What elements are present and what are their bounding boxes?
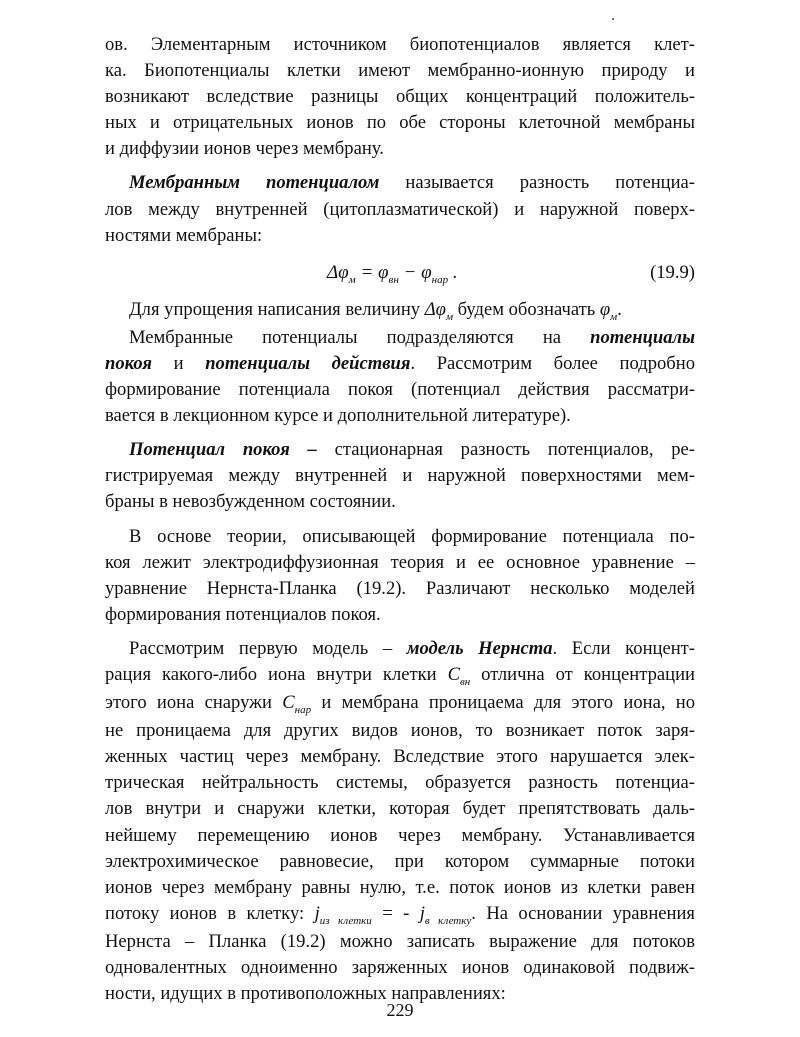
text-run: . Если концент- <box>552 637 695 659</box>
text-line <box>105 351 695 377</box>
text-line <box>105 437 695 463</box>
theory-paragraph <box>105 524 695 628</box>
text-run: Мембранные потенциалы подразделяются на <box>129 326 591 348</box>
var-c: C <box>447 663 460 685</box>
text-run: . Рассмотрим более подробно <box>410 352 696 374</box>
var-sub: из клетки <box>319 914 372 927</box>
eq-sub-in: вн <box>388 273 399 286</box>
text-line <box>105 901 695 929</box>
text-line: коя лежит электродиффузионная теория и ее основное уравнение – <box>105 551 695 573</box>
text-run: и <box>151 352 206 374</box>
term-resting-potential: Потенциал покоя – <box>129 439 317 461</box>
text-line <box>105 636 695 662</box>
equation-row <box>105 249 695 297</box>
text-line: ностями мембраны: <box>105 224 263 246</box>
var-delta-phi: Δφ <box>424 298 446 320</box>
simplify-paragraph <box>105 297 695 325</box>
text-line: ов. Элементарным источником биопотенциалов является клет- <box>105 34 695 55</box>
text-run: . На основании уравнения <box>471 902 695 924</box>
var-sub: м <box>445 310 453 323</box>
text-line: гистрируемая между внутренней и наружной поверхностями мем- <box>105 465 695 487</box>
var-j: j <box>419 902 425 924</box>
term-resting-potentials: потенциалы <box>590 326 695 348</box>
text-line: ка. Биопотенциалы клетки имеют мембранно-ионную природу и <box>105 60 695 82</box>
eq-minus-phi: − φ <box>398 261 432 283</box>
text-line: электрохимическое равновесие, при котором суммарные потоки <box>105 850 695 872</box>
text-line: одновалентных одноименно заряженных ионов одинаковой подвиж- <box>105 957 695 978</box>
paragraph-gap <box>105 628 695 636</box>
page-number: 229 <box>386 1000 414 1020</box>
text-run: = - <box>371 902 420 924</box>
paragraph-gap <box>105 516 695 524</box>
text-run: Для упрощения написания величину <box>129 298 425 320</box>
text-line <box>105 690 695 718</box>
text-line: формирования потенциалов покоя. <box>105 603 381 625</box>
text-run: рация какого-либо иона внутри клетки <box>105 663 448 685</box>
var-sub: вн <box>459 675 471 688</box>
text-line: браны в невозбужденном состоянии. <box>105 491 396 513</box>
paragraph-gap <box>105 162 695 170</box>
var-j: j <box>314 902 320 924</box>
eq-sub-out: нар <box>431 273 449 286</box>
text-line: не проницаема для других видов ионов, то возникает поток заря- <box>105 720 695 742</box>
text-run: называется разность потенциа- <box>379 172 695 194</box>
var-sub: в клетку <box>424 914 472 927</box>
text-line: женных частиц через мембрану. Вследствие этого нарушается элек- <box>105 746 695 768</box>
eq-sub-m: м <box>348 273 356 286</box>
text-line: лов внутри и снаружи клетки, которая будет препятствовать даль- <box>105 798 695 820</box>
text-run: отлична от концентрации <box>470 663 695 685</box>
text-line: ных и отрицательных ионов по обе стороны клеточной мембраны <box>105 112 695 134</box>
text-run: . <box>617 298 622 320</box>
eq-end: . <box>448 261 458 283</box>
membrane-potential-paragraph <box>105 170 695 248</box>
text-line: лов между внутренней (цитоплазматической) и наружной поверх- <box>105 198 695 220</box>
text-line: трическая нейтральность системы, образуется разность потенциа- <box>105 772 695 794</box>
term-action-potentials: потенциалы действия <box>205 352 411 374</box>
text-line: ионов через мембрану равны нулю, т.е. поток ионов из клетки равен <box>105 876 695 898</box>
equation-number: (19.9) <box>650 261 695 283</box>
text-run: будем обозначать <box>452 298 600 320</box>
text-run: и мембрана проницаема для этого иона, но <box>311 692 695 714</box>
text-line: вается в лекционном курсе и дополнительной литературе). <box>105 405 571 427</box>
term-resting-potentials-cont: покоя <box>105 352 152 374</box>
eq-equals-phi: = φ <box>355 261 389 283</box>
term-membrane-potential: Мембранным потенциалом <box>129 172 380 194</box>
var-sub: нар <box>294 704 312 717</box>
types-paragraph <box>105 325 695 429</box>
intro-paragraph <box>105 32 695 162</box>
body-text <box>105 32 695 1007</box>
text-line <box>105 325 695 351</box>
text-line <box>105 297 695 325</box>
term-nernst-model: модель Нернста <box>406 637 553 659</box>
text-run: стационарная разность потенциалов, ре- <box>316 439 695 461</box>
text-run: Рассмотрим первую модель – <box>129 637 407 659</box>
text-line: и диффузии ионов через мембрану. <box>105 138 384 160</box>
var-phi: φ <box>599 298 611 320</box>
text-run: потоку ионов в клетку: <box>105 902 315 924</box>
text-line: ности, идущих в противоположных направлениях: <box>105 983 506 1005</box>
text-run: этого иона снаружи <box>105 692 283 714</box>
paragraph-gap <box>105 429 695 437</box>
text-line: нейшему перемещению ионов через мембрану. Устанавливается <box>105 824 695 846</box>
var-c: C <box>282 692 295 714</box>
text-line: возникают вследствие разницы общих концентраций положитель- <box>105 86 695 108</box>
text-line <box>105 170 695 196</box>
scan-speck <box>612 18 614 20</box>
text-line: Нернста – Планка (19.2) можно записать выражение для потоков <box>105 930 695 952</box>
text-line <box>105 662 695 690</box>
var-sub: м <box>610 310 618 323</box>
eq-delta-phi: Δφ <box>327 261 349 283</box>
text-line: формирование потенциала покоя (потенциал действия рассматри- <box>105 379 695 401</box>
text-line: уравнение Нернста-Планка (19.2). Различают несколько моделей <box>105 577 695 599</box>
equation-formula <box>327 249 458 299</box>
resting-potential-paragraph <box>105 437 695 515</box>
text-line: В основе теории, описывающей формирование потенциала по- <box>129 525 695 547</box>
nernst-paragraph <box>105 636 695 1007</box>
